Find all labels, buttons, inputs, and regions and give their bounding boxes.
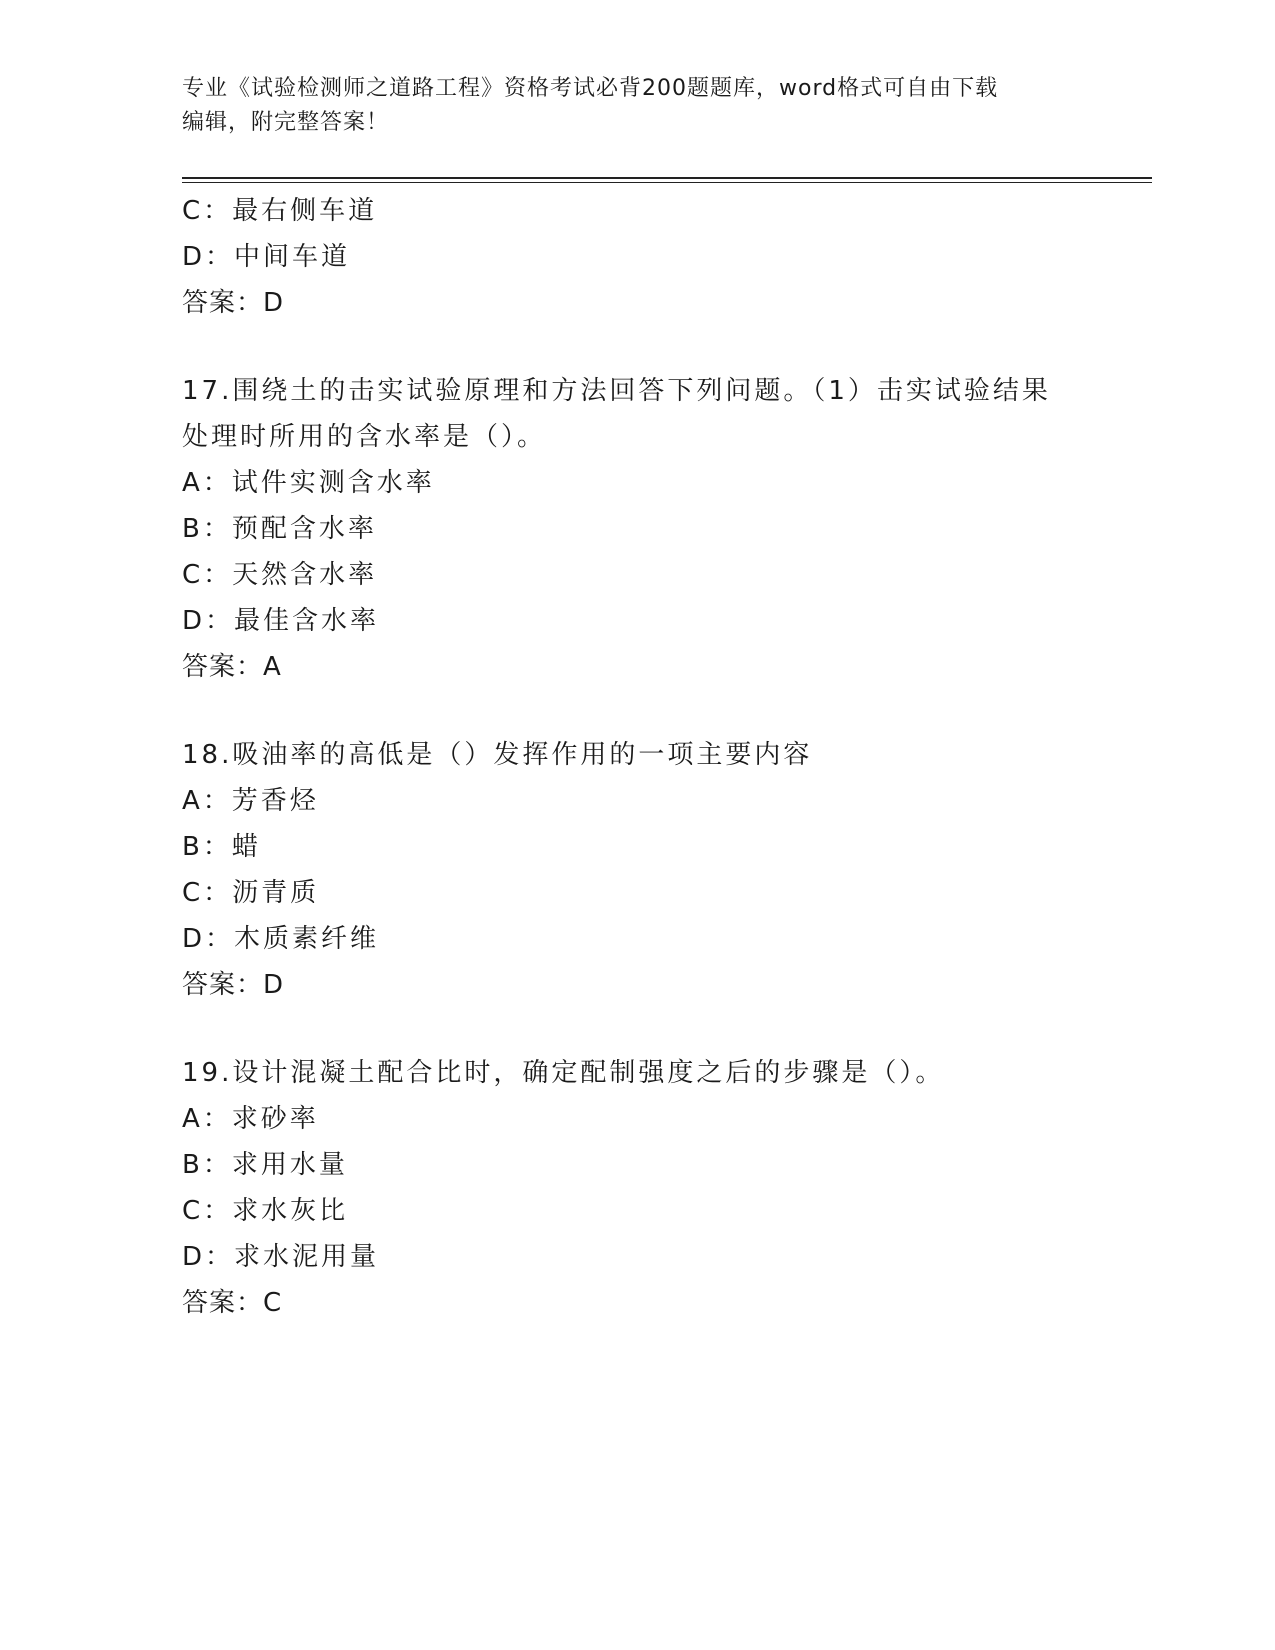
option-b: B：求用水量 bbox=[182, 1150, 348, 1180]
header-divider-thin bbox=[182, 182, 1152, 183]
option-a: A：求砂率 bbox=[182, 1104, 319, 1134]
header-line-2: 编辑，附完整答案！ bbox=[182, 110, 390, 135]
question-17 bbox=[182, 368, 1082, 690]
question-stem-cont: 处理时所用的含水率是（）。 bbox=[182, 422, 547, 452]
question-19 bbox=[182, 1050, 1082, 1326]
option-d: D：中间车道 bbox=[182, 242, 351, 272]
document-header bbox=[182, 72, 1072, 140]
answer-line: 答案：C bbox=[182, 1288, 283, 1318]
option-b: B：预配含水率 bbox=[182, 514, 377, 544]
question-stem: 19.设计混凝土配合比时，确定配制强度之后的步骤是（）。 bbox=[182, 1058, 945, 1088]
question-stem: 18.吸油率的高低是（）发挥作用的一项主要内容 bbox=[182, 740, 813, 770]
question-stem: 17.围绕土的击实试验原理和方法回答下列问题。（1）击实试验结果 bbox=[182, 376, 1051, 406]
option-a: A：试件实测含水率 bbox=[182, 468, 435, 498]
option-c: C：求水灰比 bbox=[182, 1196, 349, 1226]
option-d: D：木质素纤维 bbox=[182, 924, 380, 954]
question-18 bbox=[182, 732, 1082, 1008]
option-b: B：蜡 bbox=[182, 832, 261, 862]
option-d: D：最佳含水率 bbox=[182, 606, 380, 636]
question-list bbox=[182, 188, 1082, 1326]
answer-line: 答案：D bbox=[182, 970, 285, 1000]
option-c: C：最右侧车道 bbox=[182, 196, 378, 226]
answer-line: 答案：D bbox=[182, 288, 285, 318]
option-c: C：天然含水率 bbox=[182, 560, 378, 590]
answer-line: 答案：A bbox=[182, 652, 282, 682]
option-c: C：沥青质 bbox=[182, 878, 320, 908]
prev-question bbox=[182, 188, 1082, 326]
header-divider-thick bbox=[182, 177, 1152, 179]
option-a: A：芳香烃 bbox=[182, 786, 319, 816]
header-line-1: 专业《试验检测师之道路工程》资格考试必背200题题库，word格式可自由下载 bbox=[182, 76, 999, 101]
option-d: D：求水泥用量 bbox=[182, 1242, 380, 1272]
